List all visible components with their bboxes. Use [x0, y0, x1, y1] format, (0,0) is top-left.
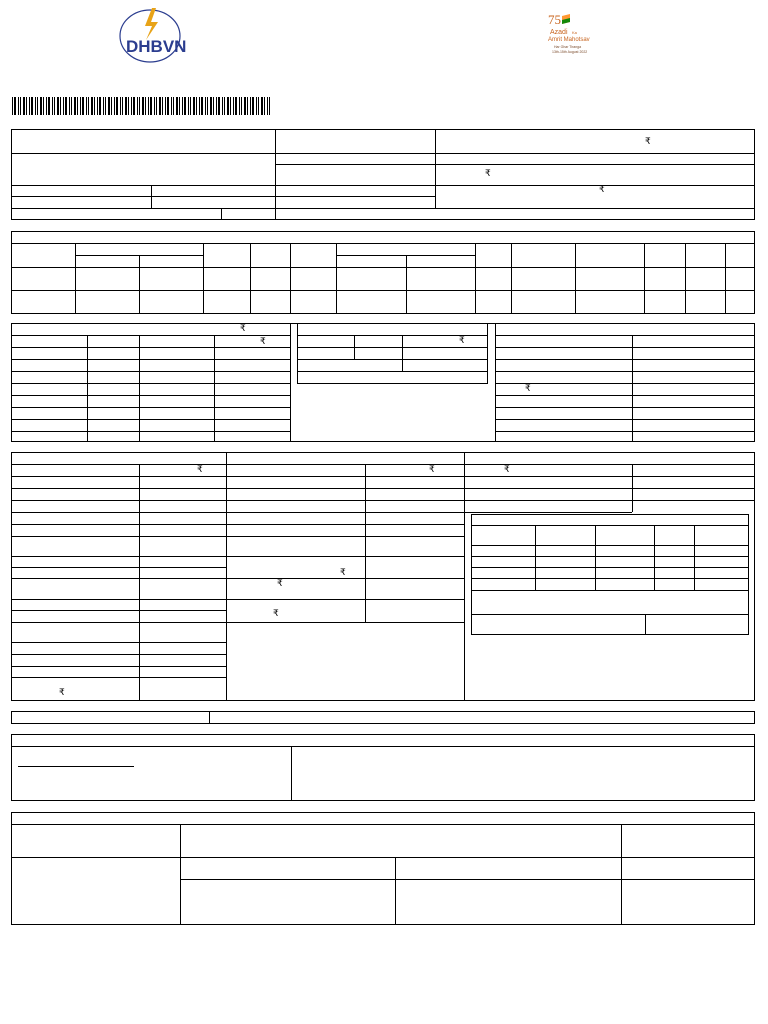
rupee-symbol: ₹: [273, 608, 279, 618]
notice-row: [11, 711, 755, 724]
rupee-symbol: ₹: [459, 335, 465, 345]
rupee-symbol: ₹: [599, 184, 605, 194]
azadi-ka-amrit-mahotsav-logo: [540, 12, 610, 56]
rupee-symbol: ₹: [485, 168, 491, 178]
rupee-symbol: ₹: [525, 383, 531, 393]
dhbvn-logo-text: DHBVN: [126, 37, 187, 56]
svg-text:Ka: Ka: [572, 30, 577, 35]
rupee-symbol: ₹: [340, 567, 346, 577]
rupee-symbol: ₹: [197, 464, 203, 474]
rupee-symbol: ₹: [59, 687, 65, 697]
svg-text:Har Ghar Tiranga: Har Ghar Tiranga: [554, 45, 582, 49]
rupee-symbol: ₹: [240, 323, 246, 333]
consumer-info-section: [11, 129, 755, 220]
rupee-symbol: ₹: [260, 336, 266, 346]
rupee-symbol: ₹: [645, 136, 651, 146]
dhbvn-logo: [112, 6, 192, 64]
message-section: [11, 734, 755, 801]
svg-text:13th-15th August 2022: 13th-15th August 2022: [552, 50, 588, 54]
svg-text:Azadi: Azadi: [550, 29, 568, 36]
svg-text:75: 75: [548, 12, 561, 27]
barcode: [12, 97, 270, 115]
svg-text:Amrit Mahotsav: Amrit Mahotsav: [548, 37, 590, 43]
rupee-symbol: ₹: [504, 464, 510, 474]
rupee-symbol: ₹: [429, 464, 435, 474]
rupee-symbol: ₹: [277, 578, 283, 588]
payment-counterfoil-section: [11, 812, 755, 925]
